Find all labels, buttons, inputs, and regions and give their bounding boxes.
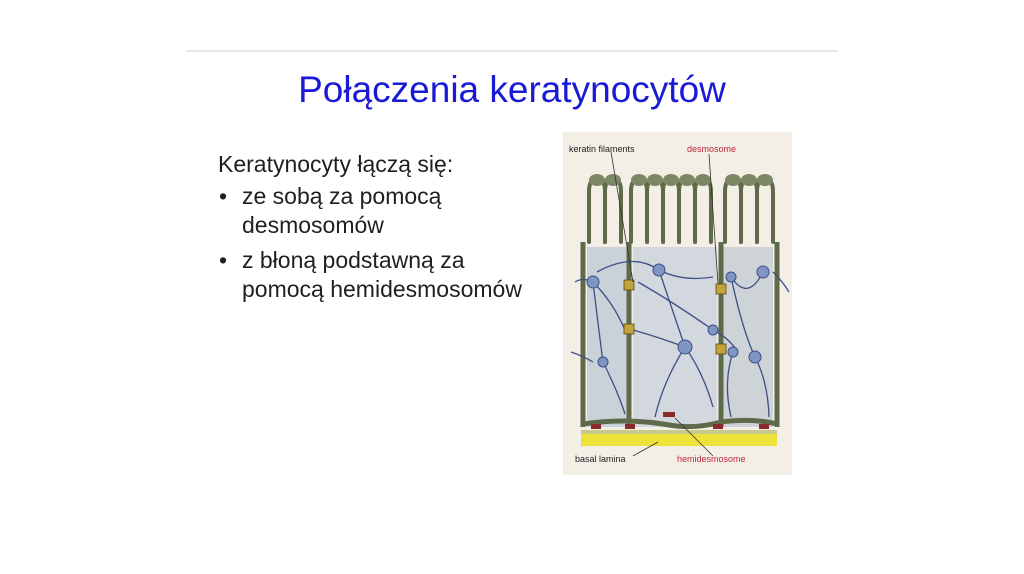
bullet-item-desmosomes — [218, 182, 548, 240]
keratinocyte-junctions-illustration — [563, 132, 792, 475]
bullet-text: ze sobą za pomocą desmosomów — [242, 183, 442, 238]
label-hemidesmosome: hemidesmosome — [677, 454, 746, 464]
intro-text: Keratynocyty łączą się: — [218, 151, 454, 177]
slide-title: Połączenia keratynocytów — [298, 69, 726, 110]
label-keratin-filaments: keratin filaments — [569, 144, 635, 154]
cell-interior — [633, 247, 717, 427]
bullet-text: z błoną podstawną za pomocą hemidesmosomów — [242, 247, 522, 302]
basal-lamina-band — [581, 434, 777, 446]
bullet-marker: • — [219, 183, 228, 209]
header-divider — [186, 50, 838, 52]
slide-body — [218, 150, 548, 310]
basal-lamina-edge — [581, 430, 777, 434]
bullet-marker: • — [219, 247, 228, 273]
microvilli — [589, 180, 773, 242]
label-basal-lamina: basal lamina — [575, 454, 626, 464]
label-desmosome: desmosome — [687, 144, 737, 154]
bullet-item-hemidesmosomes — [218, 246, 548, 304]
cell-interior — [587, 247, 627, 427]
